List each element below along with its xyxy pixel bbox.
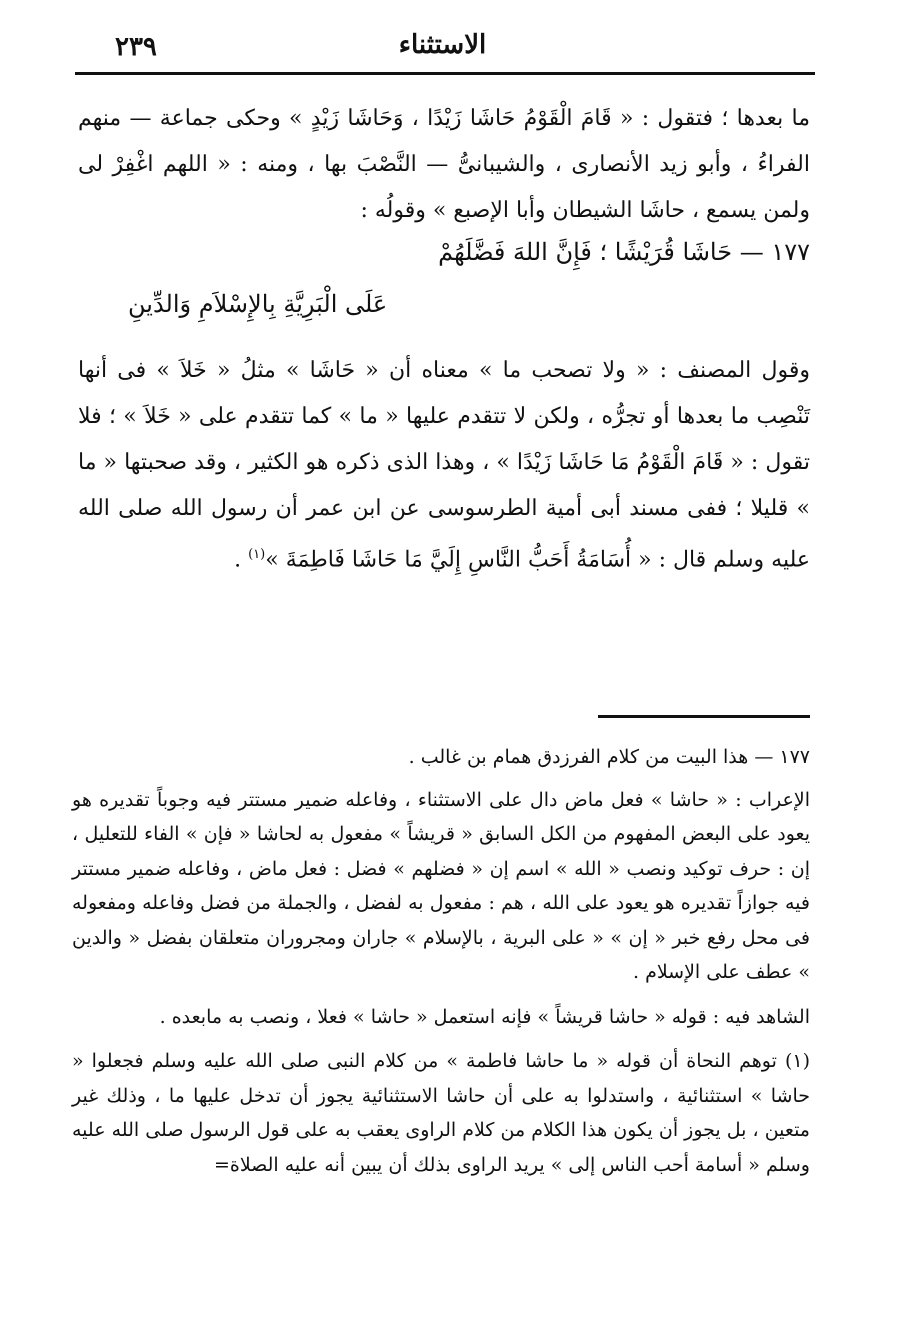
continuation-mark: = (213, 1153, 230, 1176)
paragraph-2-text: وقول المصنف : « ولا تصحب ما » معناه أن « حَاشَا » مثلُ « خَلاَ » فى أنها تَنْصِب ما بعدها أو تجرُّه ، ولكن لا تتقدم عليها « ما » كما تتقدم على « خَلاَ » ؛ فلا تقول : « قَامَ الْقَوْمُ مَا حَاشَا زَيْدًا » ، وهذا الذى ذكره هو الكثير ، وقد صحبتها « ما » قليلا ؛ ففى مسند أبى أمية الطرسوسى عن ابن عمر أن رسول الله صلى الله عليه وسلم قال : « أُسَامَةُ أَحَبُّ النَّاسِ إِلَيَّ مَا حَاشَا فَاطِمَةَ » (78, 358, 810, 573)
running-title: الاستثناء (398, 30, 487, 60)
footnote-rule (598, 715, 810, 718)
footnote-177-title: ١٧٧ — هذا البيت من كلام الفرزدق همام بن غالب . (408, 746, 810, 768)
page-number: ٢٣٩ (115, 32, 157, 62)
verse-line-2: عَلَى الْبَرِيَّةِ بِالإِسْلاَمِ وَالدِّينِ (128, 290, 388, 318)
footnotes (72, 740, 810, 1182)
footnote-shahid: الشاهد فيه : قوله « حاشا قريشاً » فإنه استعمل « حاشا » فعلا ، ونصب به مابعده . (159, 1005, 810, 1028)
verse-line-1: ١٧٧ — حَاشَا قُرَيْشًا ؛ فَإِنَّ اللهَ فَضَّلَهُمْ (438, 238, 810, 266)
footnote-1-text: (١) توهم النحاة أن قوله « ما حاشا فاطمة » من كلام النبى صلى الله عليه وسلم فجعلوا « حاشا » استثنائية ، واستدلوا به على أن حاشا الاستثنائية يجوز أن تدخل عليها ما ، وذلك غير متعين ، بل يجوز أن يكون هذا الكلام من كلام الراوى يعقب به على قول الرسول صلى الله عليه وسلم « أسامة أحب الناس إلى » يريد الراوى بذلك أن يبين أنه عليه الصلاة (72, 1050, 810, 1176)
footnote-marker[interactable]: (١) (248, 547, 266, 562)
paragraph-1: ما بعدها ؛ فتقول : « قَامَ الْقَوْمُ حَاشَا زَيْدًا ، وَحَاشَا زَيْدٍ » وحكى جماعة — منهم الفراءُ ، وأبو زيد الأنصارى ، والشيبانىُّ — النَّصْبَ بها ، ومنه : « اللهم اغْفِرْ لى ولمن يسمع ، حاشَا الشيطان وأبا الإصبع » وقولُه : (78, 106, 810, 223)
paragraph-2 (78, 348, 810, 583)
footnote-irab: الإعراب : « حاشا » فعل ماض دال على الاستثناء ، وفاعله ضمير مستتر فيه وجوباً تقديره هو يعود على البعض المفهوم من الكل السابق « قريشاً » مفعول به لحاشا « فإن » الفاء للتعليل ، إن : حرف توكيد ونصب « الله » اسم إن « فضلهم » فضل : فعل ماض ، وفاعله ضمير مستتر فيه جوازاً تقديره هو يعود على الله ، هم : مفعول به لفضل ، والجملة من فضل وفاعله ومفعوله فى محل رفع خبر « إن » « على البرية ، بالإسلام » جاران ومجروران متعلقان بفضل « والدين » عطف على الإسلام . (72, 788, 810, 983)
verse-177 (78, 234, 810, 342)
paragraph-2-end: . (234, 547, 249, 573)
page-header (75, 26, 810, 66)
header-rule (75, 72, 815, 75)
footnote-1 (72, 1044, 810, 1182)
main-text (78, 96, 810, 583)
